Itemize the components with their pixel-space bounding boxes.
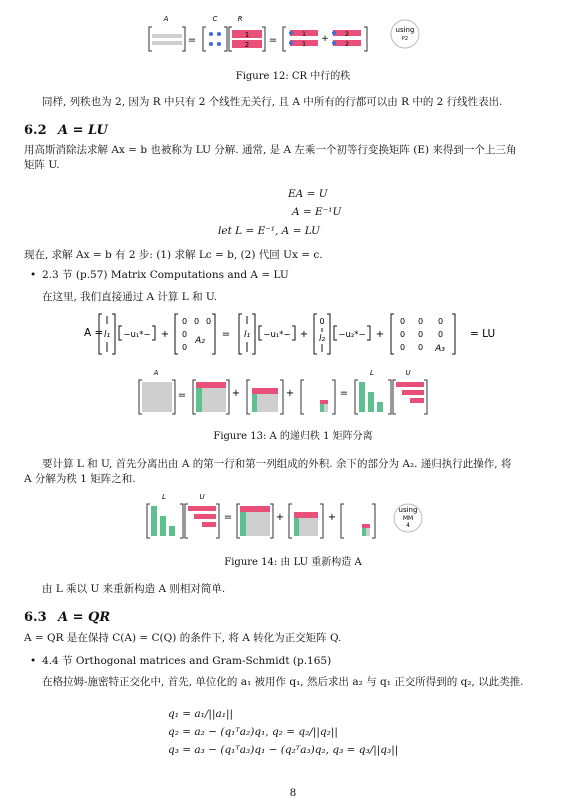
paragraph-two-steps: 现在, 求解 Ax = b 有 2 步: (1) 求解 Lc = b, (2) 代回 Ux = c. [24, 249, 323, 261]
fig12-matrix-a-row1 [152, 34, 182, 38]
svg-text:+: + [275, 512, 285, 523]
paragraph-compute-lu-1: 要计算 L 和 U, 首先分离出由 A 的第一行和第一列组成的外积. 余下的部分为 A₂. 递归执行此操作, 将 [42, 458, 512, 470]
svg-text:=: = [223, 512, 233, 523]
paragraph-direct-compute: 在这里, 我们直接通过 A 计算 L 和 U. [42, 291, 218, 303]
svg-text:+: + [321, 34, 329, 44]
svg-text:0: 0 [182, 330, 188, 339]
svg-text:−u₁*−: −u₁*− [123, 330, 151, 340]
paragraph-gram-schmidt: 在格拉姆-施密特正交化中, 首先, 单位化的 a₁ 被用作 q₁, 然后求出 a₂ 与 q₁ 正交所得到的 q₂, 以此类推. [42, 676, 524, 688]
svg-text:A =: A = [84, 327, 104, 339]
svg-text:0: 0 [206, 317, 212, 326]
figure-14-caption: Figure 14: 由 LU 重新构造 A [224, 557, 362, 568]
svg-text:−u₂*−: −u₂*− [338, 330, 366, 340]
equation-let-l: let L = E⁻¹, A = LU [218, 225, 320, 237]
svg-text:l₁: l₁ [243, 330, 251, 340]
svg-text:A₃: A₃ [435, 344, 445, 354]
svg-text:0: 0 [400, 330, 406, 339]
bullet-section-4-4: • 4.4 节 Orthogonal matrices and Gram-Schmidt (p.165) [42, 654, 331, 668]
section-6-3-title: A = QR [58, 610, 111, 625]
svg-text:+: + [231, 388, 241, 399]
svg-text:4: 4 [406, 522, 410, 529]
svg-text:L: L [162, 493, 166, 501]
svg-text:0: 0 [400, 343, 406, 352]
figure-14-diagram [140, 490, 430, 544]
svg-text:P2: P2 [401, 36, 409, 42]
svg-text:using: using [398, 506, 418, 514]
svg-text:0: 0 [438, 317, 444, 326]
svg-text:+: + [285, 388, 295, 399]
svg-text:2: 2 [345, 41, 349, 48]
svg-text:0: 0 [438, 330, 444, 339]
svg-text:A: A [153, 369, 159, 377]
fig12-bracket-c [203, 27, 227, 51]
svg-text:l₁: l₁ [103, 330, 111, 340]
fig12-using-badge [391, 20, 419, 48]
fig12-label-c: C [212, 15, 218, 23]
paragraph-lu-intro-1: 用高斯消除法求解 Ax = b 也被称为 LU 分解. 通常, 是 A 左乘一个初等行变换矩阵 (E) 来得到一个上三角 [24, 144, 517, 156]
svg-text:2: 2 [244, 41, 250, 49]
equation-ea-u: EA = U [288, 188, 328, 200]
svg-text:0: 0 [182, 317, 188, 326]
figure-12-caption: Figure 12: CR 中行的秩 [235, 71, 351, 82]
svg-text:2: 2 [345, 31, 349, 38]
svg-text:+: + [160, 329, 170, 340]
equation-gs-q3: q₃ = a₃ − (q₁ᵀa₃)q₁ − (q₂ᵀa₃)q₂, q₃ = q₃/||q₃|| [168, 744, 399, 756]
svg-text:−u₁*−: −u₁*− [263, 330, 291, 340]
equation-a-einv-u: A = E⁻¹U [292, 206, 342, 218]
paragraph-rank: 同样, 列秩也为 2, 因为 R 中只有 2 个线性无关行, 且 A 中所有的行都可以由 R 中的 2 行线性表出. [42, 96, 503, 108]
figure-13-caption: Figure 13: A 的递归秩 1 矩阵分离 [213, 431, 373, 442]
paragraph-lu-intro-2: 矩阵 U. [24, 159, 60, 171]
lu-recursive-equation [70, 308, 510, 360]
svg-text:0: 0 [182, 343, 188, 352]
svg-text:= LU: = LU [470, 328, 496, 340]
svg-text:=: = [187, 35, 197, 46]
figure-13-diagram [132, 366, 452, 420]
svg-text:=: = [339, 388, 349, 399]
svg-text:1: 1 [302, 31, 306, 38]
section-6-2-number: 6.2 [24, 123, 47, 138]
svg-text:0: 0 [418, 343, 424, 352]
section-6-2-title: A = LU [58, 123, 108, 138]
section-6-3-heading [24, 610, 110, 625]
svg-text:U: U [199, 493, 205, 501]
svg-text:using: using [395, 26, 415, 34]
svg-text:1: 1 [302, 41, 306, 48]
fig12-label-a: A [163, 15, 169, 23]
svg-text:0: 0 [400, 317, 406, 326]
figure-12-diagram [140, 12, 430, 58]
svg-text:=: = [268, 35, 278, 46]
paragraph-reconstruct: 由 L 乘以 U 来重新构造 A 则相对简单. [42, 583, 226, 595]
section-6-2-heading [24, 123, 108, 138]
svg-text:+: + [299, 329, 309, 340]
svg-text:L: L [370, 369, 374, 377]
equation-gs-q1: q₁ = a₁/||a₁|| [168, 708, 234, 720]
fig12-label-r: R [237, 15, 243, 23]
svg-text:l₂: l₂ [318, 334, 326, 344]
svg-text:+: + [327, 512, 337, 523]
svg-text:0: 0 [319, 317, 325, 326]
equation-gs-q2: q₂ = a₂ − (q₁ᵀa₂)q₁, q₂ = q₂/||q₂|| [168, 726, 338, 738]
paragraph-qr-intro: A = QR 是在保持 C(A) = C(Q) 的条件下, 将 A 转化为正交矩阵 Q. [24, 632, 342, 644]
section-6-3-number: 6.3 [24, 610, 47, 625]
paragraph-compute-lu-2: A 分解为秩 1 矩阵之和. [24, 473, 136, 485]
bullet-section-2-3: • 2.3 节 (p.57) Matrix Computations and A = LU [42, 268, 289, 282]
fig12-bracket-a [149, 27, 185, 51]
svg-text:U: U [405, 369, 411, 377]
svg-text:=: = [177, 390, 187, 401]
svg-text:A₂: A₂ [195, 336, 205, 346]
svg-text:1: 1 [244, 31, 250, 39]
svg-text:=: = [221, 329, 231, 340]
svg-text:0: 0 [194, 317, 200, 326]
svg-text:+: + [375, 329, 385, 340]
svg-text:0: 0 [418, 330, 424, 339]
svg-text:0: 0 [418, 317, 424, 326]
page-number: 8 [289, 787, 297, 799]
fig12-matrix-a-row2 [152, 41, 182, 45]
svg-text:MM: MM [402, 515, 414, 522]
